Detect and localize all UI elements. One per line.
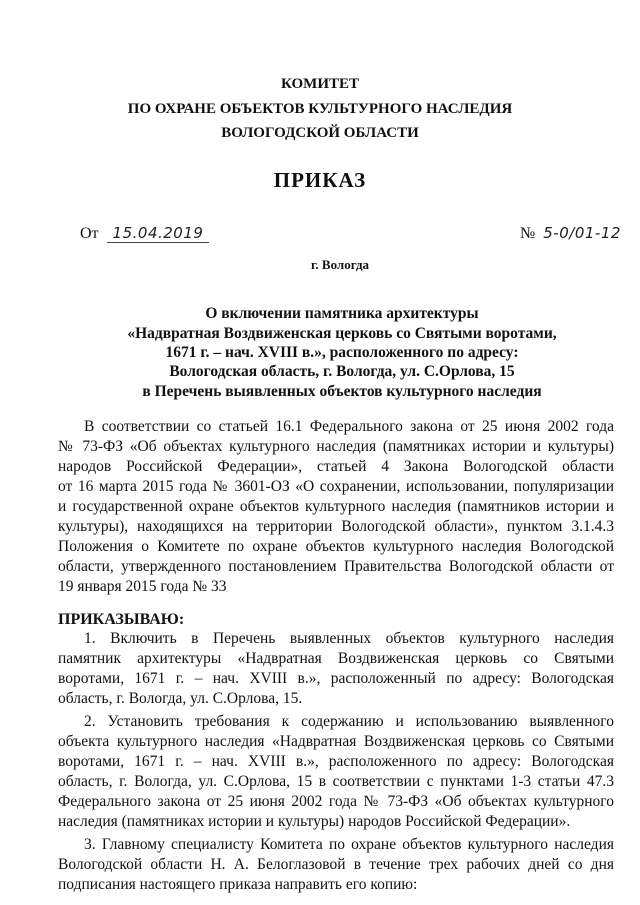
item-line: 3. Главному специалисту Комитета по охране объектов культурного наследия [84,836,614,853]
subject-line: «Надвратная Воздвиженская церковь со Святыми воротами, [127,325,557,342]
item-line: Вологодской области Н. А. Белоглазовой в течение трех рабочих дней со дня [58,856,614,873]
committee-title: КОМИТЕТ [280,76,359,92]
document-type: ПРИКАЗ [273,168,367,192]
item-line: область, г. Вологда, ул. С.Орлова, 15. [58,690,303,707]
order-heading: ПРИКАЗЫВАЮ: [58,611,185,628]
subject-line: 1671 г. – нач. XVIII в.», расположенного по адресу: [165,344,519,361]
preamble-line: 19 января 2015 года № 33 [58,578,227,595]
number-value: 5-0/01-12 [543,224,621,242]
number-prefix: № [520,225,536,242]
item-line: памятник архитектуры «Надвратная Воздвиженская церковь со Святыми [58,650,614,667]
preamble-line: В соответствии со статьей 16.1 Федерального закона от 25 июня 2002 года [84,418,614,435]
item-line: 1. Включить в Перечень выявленных объектов культурного наследия [84,630,614,647]
item-line: Федерального закона от 25 июня 2002 года № 73-ФЗ «Об объектах культурного [58,793,614,810]
preamble-line: народов Российской Федерации», статьей 4 Закона Вологодской области [58,458,614,475]
committee-subtitle: ПО ОХРАНЕ ОБЪЕКТОВ КУЛЬТУРНОГО НАСЛЕДИЯ [127,101,513,117]
subject-line: О включении памятника архитектуры [205,305,479,322]
preamble-line: и государственной охране объектов культурного наследия (памятников истории и [58,498,614,515]
subject-line: Вологодская область, г. Вологда, ул. С.Орлова, 15 [169,363,515,380]
item-line: воротами, 1671 г. – нач. XVIII в.», расположенный по адресу: Вологодская [58,670,614,687]
date-value: 15.04.2019 [107,224,210,243]
preamble-line: области, утвержденного постановлением Правительства Вологодской области от [58,558,614,575]
subject-line: в Перечень выявленных объектов культурного наследия [142,383,542,400]
item-line: наследия (памятниках истории и культуры) народов Российской Федерации». [58,813,571,830]
preamble-line: культуры), находящихся на территории Вологодской области», пунктом 3.1.4.3 [58,518,614,535]
item-line: воротами, 1671 г. – нач. XVIII в.», расположенного по адресу: Вологодская [58,753,614,770]
date-label [80,224,209,243]
preamble-line: № 73-ФЗ «Об объектах культурного наследия (памятниках истории и культуры) [58,438,614,455]
committee-region: ВОЛОГОДСКОЙ ОБЛАСТИ [221,125,419,141]
item-line: область, г. Вологда, ул. С.Орлова, 15 в соответствии с пунктами 1-3 статьи 47.3 [58,773,614,790]
date-prefix: От [80,225,99,242]
number-label [520,224,621,243]
city-line: г. Вологда [310,257,370,272]
item-line: подписания настоящего приказа направить его копию: [58,876,418,893]
item-line: 2. Установить требования к содержанию и использованию выявленного [84,713,614,730]
preamble-line: от 16 марта 2015 года № 3601-ОЗ «О сохранении, использовании, популяризации [58,478,614,495]
preamble-line: Положения о Комитете по охране объектов культурного наследия Вологодской [58,538,614,555]
item-line: объекта культурного наследия «Надвратная Воздвиженская церковь со Святыми [58,733,614,750]
